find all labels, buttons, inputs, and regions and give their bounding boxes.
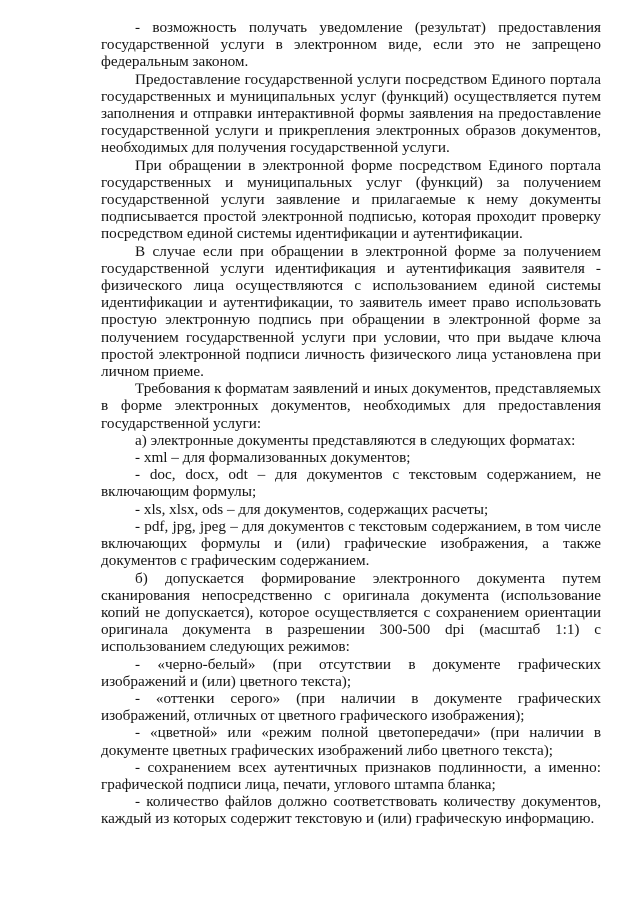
list-item-file-count: - количество файлов должно соответствовать количеству документов, каждый из которых содержит текстовую и (или) графическую информацию. bbox=[101, 793, 601, 828]
document-page bbox=[101, 19, 601, 828]
paragraph-formats-intro: а) электронные документы представляются в следующих форматах: bbox=[135, 431, 576, 449]
paragraph-format-requirements: Требования к форматам заявлений и иных документов, представляемых в форме электронных документов, необходимых для предоставления государственной услуги: bbox=[101, 380, 602, 432]
list-item-grayscale: - «оттенки серого» (при наличии в документе графических изображений, отличных от цветного графического изображения); bbox=[101, 689, 601, 725]
paragraph-notification-right: - возможность получать уведомление (результат) предоставления государственной услуги в электронном виде, если это не запрещено федеральным законом. bbox=[101, 19, 601, 71]
list-item-pdf: - pdf, jpg, jpeg – для документов с текстовым содержанием, в том числе включающих формулы и (или) графические изображения, а также документов с графическим содержанием. bbox=[101, 517, 601, 570]
paragraph-identification: В случае если при обращении в электронной форме за получением государственной услуги идентификация и аутентификация заявителя - физического лица осуществляются с использованием единой системы идентификации и аутентификации, то заявитель имеет право использовать простую электронную подпись при обращении в электронной форме за получением государственной услуги при условии, что при выдаче ключа простой электронной подписи личность физического лица установлена при личном приеме. bbox=[101, 242, 601, 381]
paragraph-portal-submission: Предоставление государственной услуги посредством Единого портала государственных и муниципальных услуг (функций) осуществляется путем заполнения и отправки интерактивной формы заявления на предоставление государственной услуги и прикрепления электронных образов документов, необходимых для получения государственной услуги. bbox=[101, 70, 601, 157]
paragraph-electronic-signature: При обращении в электронной форме посредством Единого портала государственных и муниципальных услуг (функций) за получением государственной услуги заявление и прилагаемые к нему документы подписывается простой электронной подписью, которая проходит проверку посредством единой системы идентификации и аутентификации. bbox=[101, 156, 601, 243]
list-item-doc: - doc, docx, odt – для документов с текстовым содержанием, не включающим формулы; bbox=[101, 466, 601, 501]
list-item-black-white: - «черно-белый» (при отсутствии в документе графических изображений и (или) цветного текста); bbox=[101, 655, 601, 690]
list-item-authenticity: - сохранением всех аутентичных признаков подлинности, а именно: графической подписи лица, печати, углового штампа бланка; bbox=[101, 758, 601, 793]
paragraph-scanning: б) допускается формирование электронного документа путем сканирования непосредственно с оригинала документа (использование копий не допускается), которое осуществляется с сохранением ориентации оригинала документа в разрешении 300-500 dpi (масштаб 1:1) с использованием следующих режимов: bbox=[101, 569, 601, 656]
list-item-color: - «цветной» или «режим полной цветопередачи» (при наличии в документе цветных графических изображений либо цветного текста); bbox=[101, 724, 601, 759]
list-item-xml: - xml – для формализованных документов; bbox=[135, 449, 411, 467]
list-item-xls: - xls, xlsx, ods – для документов, содержащих расчеты; bbox=[135, 500, 489, 518]
